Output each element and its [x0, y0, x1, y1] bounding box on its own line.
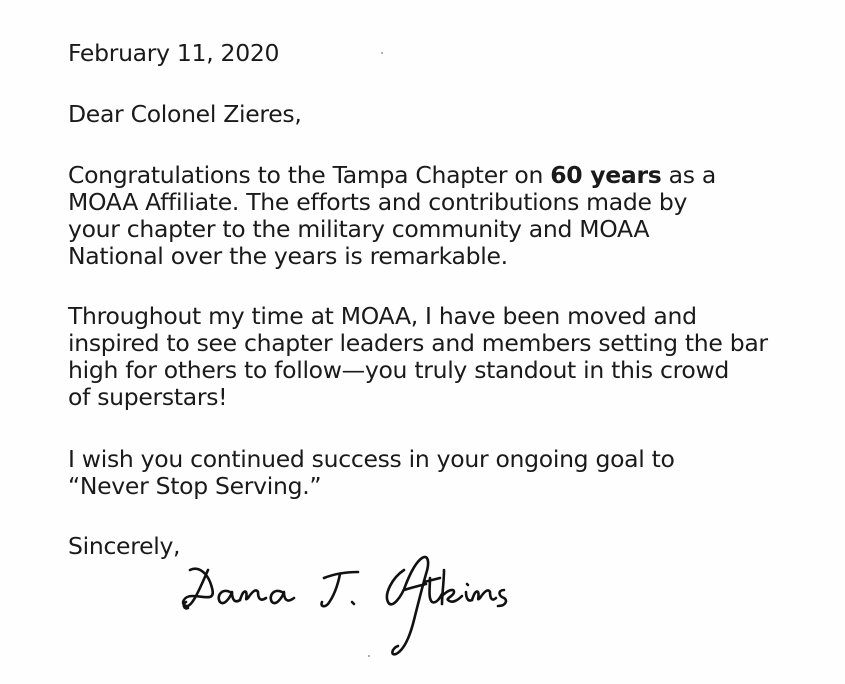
handwritten-signature: [178, 548, 523, 663]
years-highlight: 60 years: [550, 161, 662, 189]
paragraph-3-line-2: “Never Stop Serving.”: [68, 472, 322, 500]
letter-salutation: Dear Colonel Zieres,: [68, 100, 302, 128]
paragraph-3-line-1: I wish you continued success in your ongoing goal to: [68, 445, 675, 473]
letter-date: February 11, 2020: [68, 39, 280, 67]
paragraph-1-line-1-end: as a: [661, 161, 716, 189]
paragraph-1-line-2: MOAA Affiliate. The efforts and contributions made by: [68, 188, 688, 216]
paragraph-1-line-3: your chapter to the military community and MOAA: [68, 215, 650, 243]
paragraph-2-line-3: high for others to follow—you truly standout in this crowd: [68, 356, 730, 384]
paragraph-1-line-4: National over the years is remarkable.: [68, 242, 508, 270]
paper-speck: [368, 655, 370, 657]
paragraph-1-line-1: [68, 162, 716, 189]
paragraph-1-line-1-start: Congratulations to the Tampa Chapter on: [68, 161, 551, 189]
paragraph-2-line-4: of superstars!: [68, 383, 228, 411]
paper-speck: [381, 52, 383, 54]
paragraph-2-line-2: inspired to see chapter leaders and members setting the bar: [68, 329, 768, 357]
letter-closing: Sincerely,: [68, 532, 181, 560]
paragraph-2-line-1: Throughout my time at MOAA, I have been moved and: [68, 302, 697, 330]
